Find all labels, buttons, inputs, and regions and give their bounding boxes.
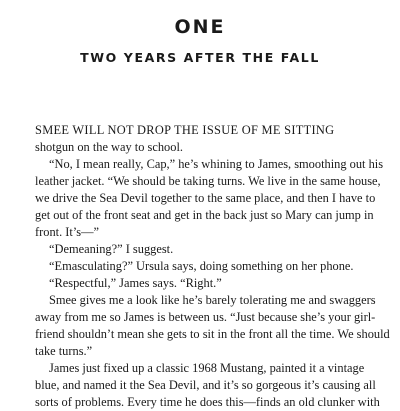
paragraph-line: leather jacket. “We should be taking turns. We live in the same house,	[35, 174, 381, 188]
paragraph-line: we drive the Sea Devil together to the same place, and then I have to	[35, 191, 376, 205]
paragraph	[35, 241, 375, 258]
chapter-number: ONE	[174, 16, 226, 38]
paragraph-line: blue, and named it the Sea Devil, and it’s so gorgeous it’s causing all	[35, 378, 376, 392]
paragraph-line: front. It’s—”	[35, 225, 100, 239]
paragraph	[35, 292, 390, 360]
paragraph-line: Smee gives me a look like he’s barely tolerating me and swaggers	[49, 293, 376, 307]
paragraph-line: “Demeaning?” I suggest.	[49, 242, 174, 256]
paragraph-line: friend shouldn’t mean she gets to sit in the front all the time. We should	[35, 327, 390, 341]
paragraph-line: “Emasculating?” Ursula says, doing something on her phone.	[49, 259, 354, 273]
opening-line: shotgun on the way to school.	[35, 140, 183, 154]
paragraph	[35, 360, 380, 411]
paragraph-line: “Respectful,” James says. “Right.”	[49, 276, 222, 290]
paragraph	[35, 156, 384, 241]
paragraph-line: “No, I mean really, Cap,” he’s whining to James, smoothing out his	[49, 157, 384, 171]
paragraph-line: James just fixed up a classic 1968 Mustang, painted it a vintage	[49, 361, 365, 375]
opening-paragraph	[35, 122, 375, 156]
chapter-body	[35, 122, 390, 411]
paragraph-line: get out of the front seat and get in the back just so Mary can jump in	[35, 208, 374, 222]
paragraph	[35, 258, 375, 275]
paragraph-line: take turns.”	[35, 344, 93, 358]
opening-small-caps: SMEE WILL NOT DROP THE ISSUE OF ME SITTING	[35, 123, 335, 137]
chapter-title: TWO YEARS AFTER THE FALL	[80, 50, 320, 65]
paragraph-line: sorts of problems. Every time he does this—finds an old clunker with	[35, 395, 380, 409]
paragraph	[35, 275, 375, 292]
paragraph-line: away from me so James is between us. “Just because she’s your girl-	[35, 310, 376, 324]
